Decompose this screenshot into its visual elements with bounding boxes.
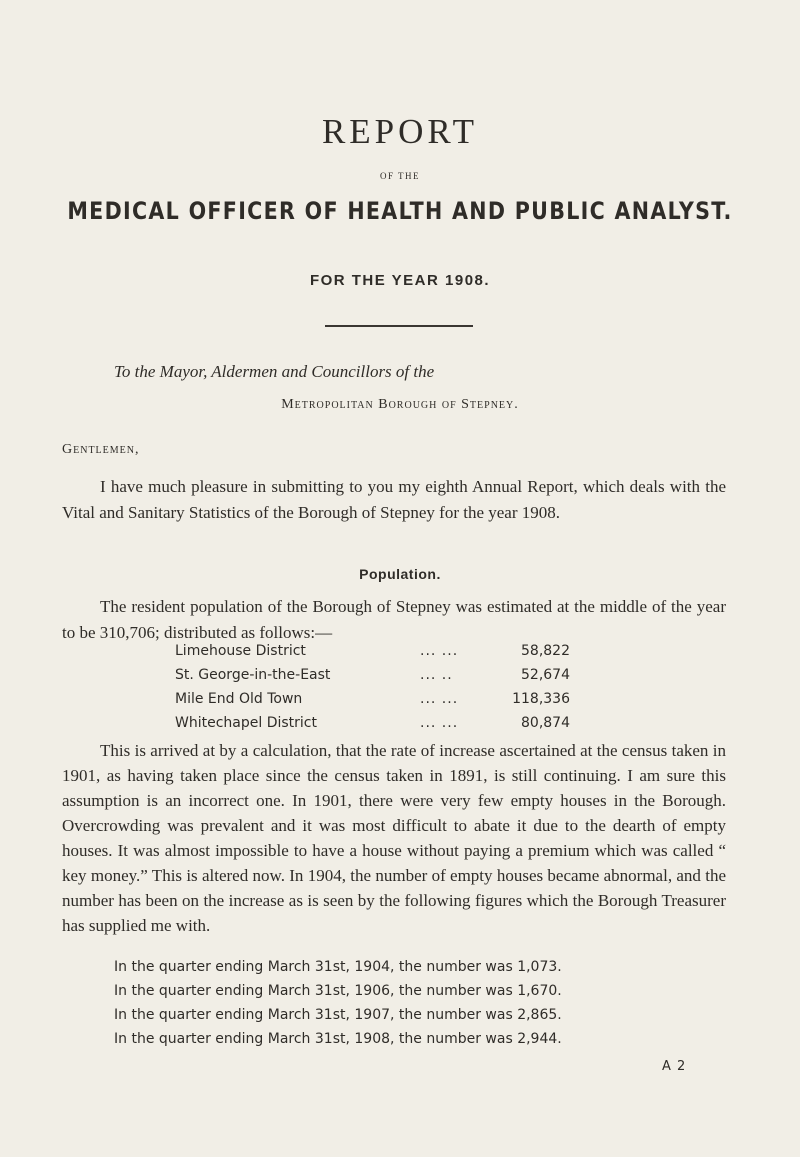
officer-heading: MEDICAL OFFICER OF HEALTH AND PUBLIC ANALYST.	[67, 197, 733, 225]
address-line: To the Mayor, Aldermen and Councillors of the	[114, 362, 435, 381]
district-name: Whitechapel District	[175, 715, 317, 731]
district-name: St. George-in-the-East	[175, 667, 331, 683]
borough-line: Metropolitan Borough of Stepney.	[281, 397, 519, 412]
report-title: REPORT	[321, 112, 479, 151]
district-row	[175, 715, 605, 739]
quarter-line: In the quarter ending March 31st, 1904, the number was 1,073.	[114, 959, 562, 975]
leader-dots: ... ...	[420, 691, 459, 707]
population-heading: Population.	[359, 566, 441, 582]
district-population: 118,336	[512, 691, 570, 707]
salutation: Gentlemen,	[62, 442, 140, 457]
district-row	[175, 691, 605, 715]
of-the-label: OF THE	[379, 171, 421, 181]
intro-paragraph: I have much pleasure in submitting to you my eighth Annual Report, which deals with the Vital and Sanitary Statistics of the Borough of Stepney for the year 1908.	[62, 477, 726, 522]
leader-dots: ... ..	[420, 667, 453, 683]
population-paragraph: The resident population of the Borough of Stepney was estimated at the middle of the year to be 310,706; distributed as follows:—	[62, 597, 726, 642]
district-population: 52,674	[521, 667, 570, 683]
explanation-paragraph: This is arrived at by a calculation, that the rate of increase ascertained at the census taken in 1901, as having taken place since the census taken in 1891, is still continuing. I am sure this assumption is an incorrect one. In 1901, there were very few empty houses in the Borough. Overcrowding was prevalent and it was most difficult to abate it due to the dearth of empty houses. It was almost impossible to have a house without paying a premium which was called “ key money.” This is altered now. In 1904, the number of empty houses became abnormal, and the number has been on the increase as is seen by the following figures which the Borough Treasurer has supplied me with.	[62, 741, 726, 935]
divider-rule	[325, 325, 473, 327]
district-table	[175, 643, 605, 739]
leader-dots: ... ...	[420, 715, 459, 731]
quarter-list	[114, 959, 562, 1055]
district-name: Limehouse District	[175, 643, 306, 659]
quarter-line: In the quarter ending March 31st, 1906, the number was 1,670.	[114, 983, 562, 999]
district-population: 58,822	[521, 643, 570, 659]
quarter-line: In the quarter ending March 31st, 1908, the number was 2,944.	[114, 1031, 562, 1047]
page-signature: A 2	[662, 1059, 687, 1074]
district-row	[175, 643, 605, 667]
district-population: 80,874	[521, 715, 570, 731]
district-name: Mile End Old Town	[175, 691, 303, 707]
quarter-line: In the quarter ending March 31st, 1907, the number was 2,865.	[114, 1007, 562, 1023]
district-row	[175, 667, 605, 691]
year-line: FOR THE YEAR 1908.	[309, 272, 491, 289]
leader-dots: ... ...	[420, 643, 459, 659]
